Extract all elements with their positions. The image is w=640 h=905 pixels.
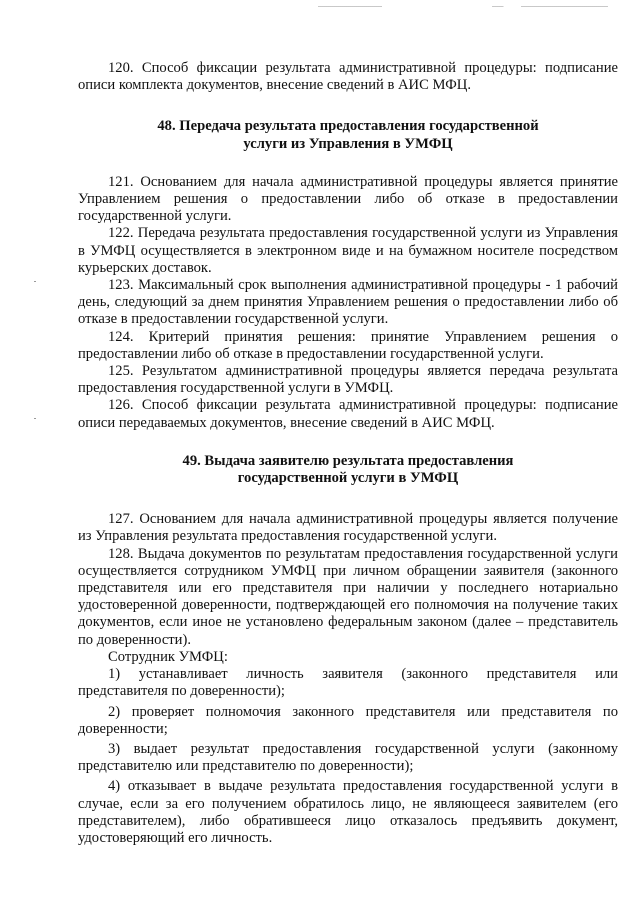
section-heading-49 [78, 453, 618, 487]
paragraph-120: 120. Способ фиксации результата административной процедуры: подписание описи комплекта документов, внесение сведений в АИС МФЦ. [78, 60, 618, 94]
scan-artifact-dot [34, 418, 36, 419]
section-heading-49-line1: 49. Выдача заявителю результата предоставления [182, 452, 514, 469]
section-heading-49-line2: государственной услуги в УМФЦ [237, 470, 459, 487]
paragraph-127: 127. Основанием для начала административной процедуры является получение из Управления результата предоставления государственной услуги. [78, 511, 618, 545]
paragraph-122: 122. Передача результата предоставления государственной услуги из Управления в УМФЦ осуществляется в электронном виде и на бумажном носителе посредством курьерских доставок. [78, 225, 618, 276]
list-item-4: 4) отказывает в выдаче результата предоставления государственной услуги в случае, если за его получением обратилось лицо, не являющееся заявителем (его представителем), либо обратившееся лицо отказалось предъявить документ, удостоверяющий его личность. [78, 778, 618, 846]
list-item-2: 2) проверяет полномочия законного представителя или представителя по доверенности; [78, 703, 618, 737]
paragraph-125: 125. Результатом административной процедуры является передача результата предоставления государственной услуги в УМФЦ. [78, 363, 618, 397]
section-heading-48 [78, 118, 618, 152]
paragraph-124: 124. Критерий принятия решения: принятие Управлением решения о предоставлении либо об отказе в предоставлении государственной услуги. [78, 328, 618, 362]
paragraph-121: 121. Основанием для начала административной процедуры является принятие Управлением решения о предоставлении либо об отказе в предоставлении государственной услуги. [78, 173, 618, 225]
paragraph-126: 126. Способ фиксации результата административной процедуры: подписание описи передаваемых документов, внесение сведений в АИС МФЦ. [78, 397, 618, 431]
section-heading-48-line1: 48. Передача результата предоставления государственной [157, 118, 539, 135]
document-page [78, 60, 618, 847]
scan-artifact-dot [34, 281, 36, 282]
section-heading-48-line2: услуги из Управления в УМФЦ [243, 135, 453, 152]
paragraph-128: 128. Выдача документов по результатам предоставления государственной услуги осуществляется сотрудником УМФЦ при личном обращении заявителя (законного представителя или его представителя при наличии у последнего нотариально удостоверенной доверенности, подтверждающей его полномочия на получение таких документов, если иное не установлено федеральным законом (далее – представитель по доверенности). [78, 545, 618, 648]
scan-artifact-top [318, 6, 608, 7]
list-item-1: 1) устанавливает личность заявителя (законного представителя или представителя по доверенности); [78, 666, 618, 700]
list-item-3: 3) выдает результат предоставления государственной услуги (законному представителю или представителю по доверенности); [78, 740, 618, 775]
employee-intro: Сотрудник УМФЦ: [108, 648, 228, 665]
paragraph-123: 123. Максимальный срок выполнения административной процедуры - 1 рабочий день, следующий за днем принятия Управлением решения о предоставлении либо об отказе в предоставлении государственной услуги. [78, 277, 618, 328]
